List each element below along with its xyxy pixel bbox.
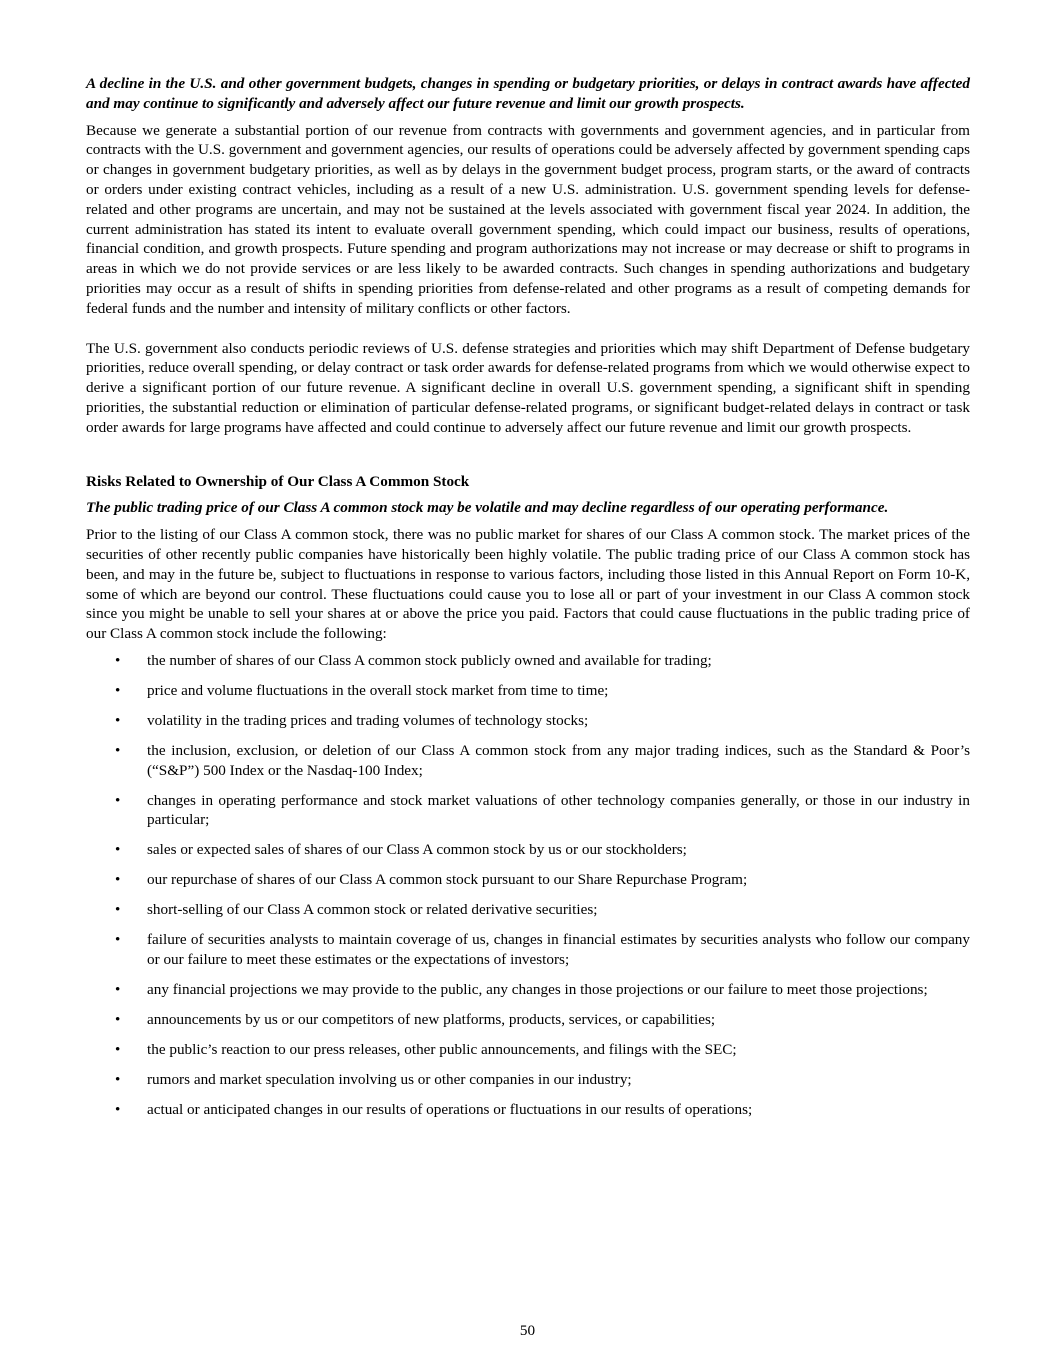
bullet-icon: • (115, 651, 121, 669)
paragraph-trading-price: Prior to the listing of our Class A common stock, there was no public market for shares of our Class A common stock. The market prices of the securities of other recently public companies have historically been highly volatile. The public trading price of our Class A common stock has been, and may in the future be, subject to fluctuations in response to various factors, including those listed in this Annual Report on Form 10-K, some of which are beyond our control. These fluctuations could cause you to lose all or part of your investment in our Class A common stock since you might be unable to sell your shares at or above the price you paid. Factors that could cause fluctuations in the public trading price of our Class A common stock include the following: (86, 526, 970, 643)
bullet-icon: • (115, 981, 121, 999)
risk-heading-government-budgets: A decline in the U.S. and other government budgets, changes in spending or budgetary priorities, or delays in contract awards have affected and may continue to significantly and adversely affect our future revenue and limit our growth prospects. (86, 75, 970, 112)
list-item: • the number of shares of our Class A common stock publicly owned and available for trading; (115, 651, 712, 669)
bullet-icon: • (115, 711, 121, 729)
bullet-icon: • (115, 931, 121, 949)
bullet-icon: • (115, 1011, 121, 1029)
risk-heading-trading-price: The public trading price of our Class A common stock may be volatile and may decline regardless of our operating performance. (86, 499, 889, 517)
list-item: • failure of securities analysts to maintain coverage of us, changes in financial estimates by securities analysts who follow our company or our failure to meet these estimates or the expectations of investors; (115, 931, 970, 969)
bullet-icon: • (115, 681, 121, 699)
paragraph-defense-reviews: The U.S. government also conducts periodic reviews of U.S. defense strategies and priorities which may shift Department of Defense budgetary priorities, reduce overall spending, or delay contract or task order awards for defense-related programs from which we would otherwise expect to derive a significant portion of our future revenue. A significant decline in overall U.S. government spending, a significant shift in spending priorities, the substantial reduction or elimination of particular defense-related programs, or significant budget-related delays in contract or task order awards for large programs have affected and could continue to adversely affect our future revenue and limit our growth prospects. (86, 339, 970, 436)
bullet-icon: • (115, 841, 121, 859)
paragraph-government-revenue: Because we generate a substantial portion of our revenue from contracts with governments and government agencies, and in particular from contracts with the U.S. government and government agencies, our results of operations could be adversely affected by government spending caps or changes in government budgetary priorities, as well as by delays in the government budget process, program starts, or the award of contracts or orders under existing contract vehicles, including as a result of a new U.S. administration. U.S. government spending levels for defense-related and other programs are uncertain, and may not be sustained at the levels associated with government fiscal year 2024. In addition, the current administration has stated its intent to evaluate overall government spending, which could impact our business, results of operations, financial condition, and growth prospects. Future spending and program authorizations may not increase or may decrease or shift to programs in areas in which we do not provide services or are less likely to be awarded contracts. Such changes in spending authorizations and budgetary priorities may occur as a result of shifts in spending priorities from defense-related and other programs as a result of competing demands for federal funds and the number and intensity of military conflicts or other factors. (86, 121, 970, 317)
document-page (86, 74, 970, 1130)
section-title-class-a-stock: Risks Related to Ownership of Our Class A Common Stock (86, 472, 470, 490)
list-item: • sales or expected sales of shares of our Class A common stock by us or our stockholders; (115, 841, 687, 859)
list-item: • our repurchase of shares of our Class A common stock pursuant to our Share Repurchase Program; (115, 871, 748, 889)
list-item: • changes in operating performance and stock market valuations of other technology companies generally, or those in our industry in particular; (115, 791, 970, 829)
bullet-icon: • (115, 901, 121, 919)
list-item: • the public’s reaction to our press releases, other public announcements, and filings with the SEC; (115, 1041, 737, 1059)
list-item: • actual or anticipated changes in our results of operations or fluctuations in our results of operations; (115, 1101, 753, 1119)
bullet-icon: • (115, 871, 121, 889)
bullet-icon: • (115, 741, 121, 759)
list-item: • the inclusion, exclusion, or deletion of our Class A common stock from any major trading indices, such as the Standard & Poor’s (“S&P”) 500 Index or the Nasdaq-100 Index; (115, 741, 970, 779)
list-item: • price and volume fluctuations in the overall stock market from time to time; (115, 681, 609, 699)
factors-list (86, 651, 970, 1120)
list-item: • rumors and market speculation involving us or other companies in our industry; (115, 1071, 632, 1089)
list-item: • short-selling of our Class A common stock or related derivative securities; (115, 901, 598, 919)
bullet-icon: • (115, 1071, 121, 1089)
bullet-icon: • (115, 791, 121, 809)
list-item: • any financial projections we may provide to the public, any changes in those projections or our failure to meet those projections; (115, 981, 928, 999)
page-number: 50 (519, 1322, 536, 1339)
list-item: • announcements by us or our competitors of new platforms, products, services, or capabilities; (115, 1011, 716, 1029)
bullet-icon: • (115, 1041, 121, 1059)
bullet-icon: • (115, 1101, 121, 1119)
list-item: • volatility in the trading prices and trading volumes of technology stocks; (115, 711, 589, 729)
